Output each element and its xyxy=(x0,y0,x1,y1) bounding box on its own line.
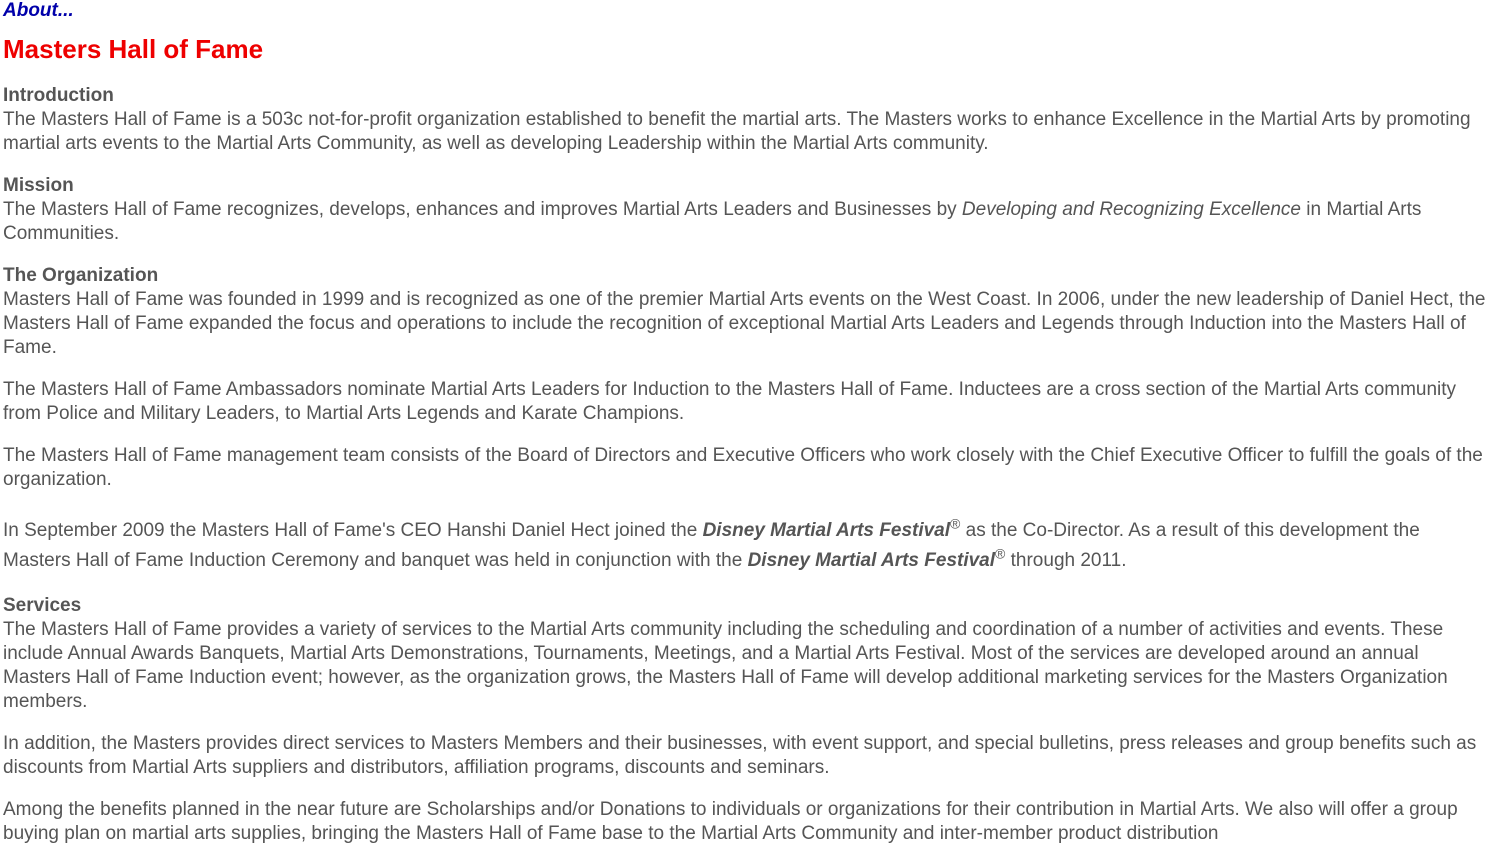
p4-text-b: as the Co-Director. As a result of this development the Masters Hall of Fame Induction Ceremony and banquet was held in conjunction with the xyxy=(3,520,1420,571)
mission-emphasis: Developing and Recognizing Excellence xyxy=(961,199,1301,220)
registered-mark-2: ® xyxy=(995,545,1006,562)
p4-text-c: through 2011. xyxy=(1005,550,1127,571)
p4-text-a: In September 2009 the Masters Hall of Fame's CEO Hanshi Daniel Hect joined the xyxy=(3,520,703,541)
page-title: Masters Hall of Fame xyxy=(3,34,264,64)
services-paragraph-2: In addition, the Masters provides direct services to Masters Members and their businesses, with event support, and special bulletins, press releases and group benefits such as discounts from Martial Arts suppliers and distributors, affiliation programs, discounts and seminars. xyxy=(3,733,1477,778)
organization-paragraph-4 xyxy=(3,516,1489,576)
services-paragraph-1: The Masters Hall of Fame provides a variety of services to the Martial Arts community including the scheduling and coordination of a number of activities and events. These include Annual Awards Banquets, Martial Arts Demonstrations, Tournaments, Meetings, and a Martial Arts Festival. Most of the services are developed around an annual Masters Hall of Fame Induction event; however, as the organization grows, the Masters Hall of Fame will develop additional marketing services for the Masters Organization members. xyxy=(3,619,1448,712)
mission-text-end: in Martial Arts Communities. xyxy=(3,199,1422,244)
introduction-section xyxy=(3,84,1489,156)
organization-paragraph-1: Masters Hall of Fame was founded in 1999 and is recognized as one of the premier Martial Arts events on the West Coast. In 2006, under the new leadership of Daniel Hect, the Masters Hall of Fame expanded the focus and operations to include the recognition of exceptional Martial Arts Leaders and Legends through Induction into the Masters Hall of Fame. xyxy=(3,289,1486,358)
services-heading: Services xyxy=(3,595,82,616)
mission-text-start: The Masters Hall of Fame recognizes, develops, enhances and improves Martial Arts Leaders and Businesses by xyxy=(3,199,962,220)
introduction-heading: Introduction xyxy=(3,85,114,106)
organization-paragraph-2: The Masters Hall of Fame Ambassadors nominate Martial Arts Leaders for Induction to the Masters Hall of Fame. Inductees are a cross section of the Martial Arts community from Police and Military Leaders, to Martial Arts Legends and Karate Champions. xyxy=(3,379,1457,424)
disney-festival-name: Disney Martial Arts Festival xyxy=(702,520,951,541)
disney-festival-name-2: Disney Martial Arts Festival xyxy=(747,550,996,571)
services-section xyxy=(3,594,1489,846)
mission-section xyxy=(3,174,1489,246)
registered-mark: ® xyxy=(950,515,961,532)
services-paragraph-3: Among the benefits planned in the near future are Scholarships and/or Donations to individuals or organizations for their contribution in Martial Arts. We also will offer a group buying plan on martial arts supplies, bringing the Masters Hall of Fame base to the Martial Arts Community and inter-member product distribution xyxy=(3,799,1458,844)
introduction-text: The Masters Hall of Fame is a 503c not-for-profit organization established to benefit the martial arts. The Masters works to enhance Excellence in the Martial Arts by promoting martial arts events to the Martial Arts Community, as well as developing Leadership within the Martial Arts community. xyxy=(3,109,1471,154)
mission-heading: Mission xyxy=(3,175,74,196)
organization-section xyxy=(3,264,1489,576)
about-heading: About... xyxy=(3,0,74,21)
organization-heading: The Organization xyxy=(3,265,159,286)
mission-text xyxy=(3,198,1489,246)
organization-paragraph-3: The Masters Hall of Fame management team consists of the Board of Directors and Executive Officers who work closely with the Chief Executive Officer to fulfill the goals of the organization. xyxy=(3,445,1483,490)
